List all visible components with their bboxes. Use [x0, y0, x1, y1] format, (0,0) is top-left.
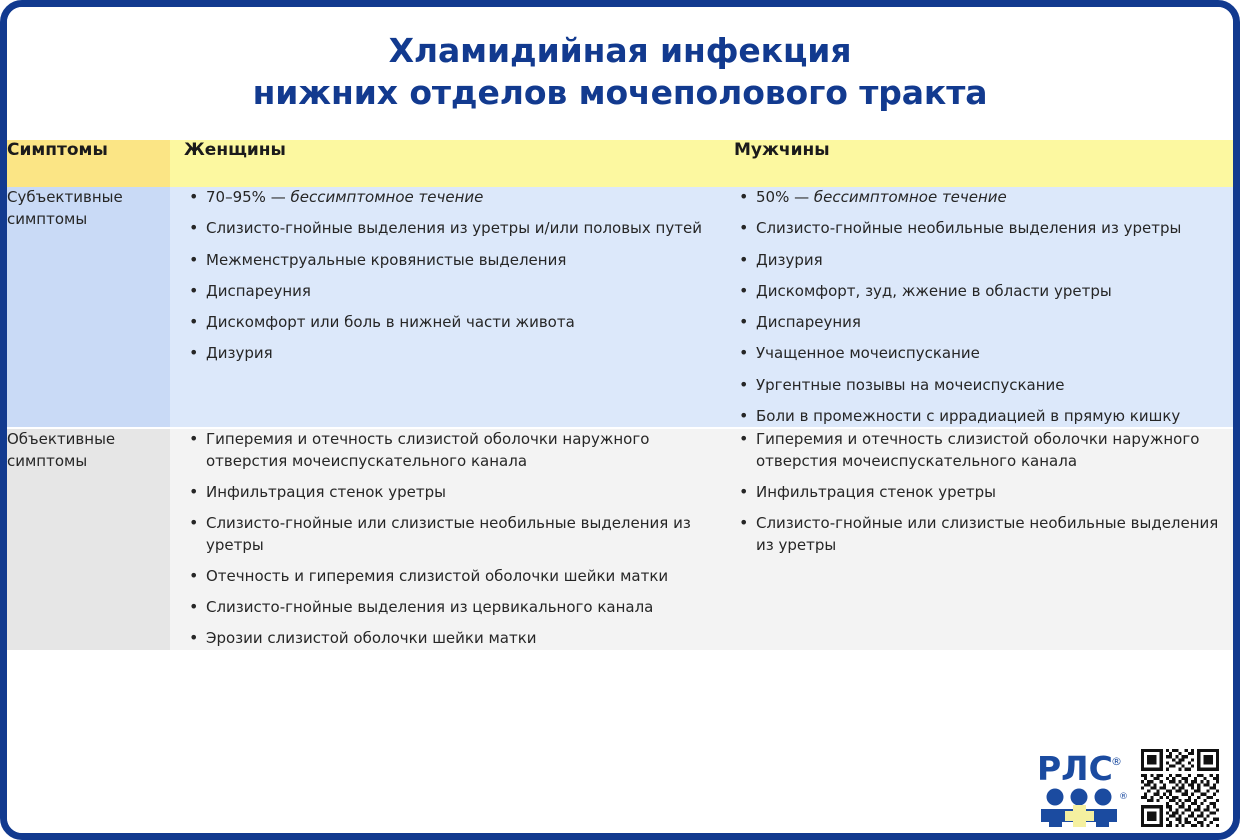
symptom-text: Учащенное мочеиспускание: [756, 344, 980, 363]
symptom-list-women-objective: [170, 429, 712, 649]
row-label-objective: Объективные симптомы: [7, 428, 170, 649]
symptom-item: [206, 312, 712, 333]
symptom-text: Инфильтрация стенок уретры: [756, 482, 996, 501]
symptom-item: [206, 187, 712, 208]
row-label-subjective: Субъективные симптомы: [7, 187, 170, 428]
figure-body-left: [1049, 809, 1062, 827]
symptom-item: [206, 250, 712, 271]
symptom-text: Боли в промежности с иррадиацией в прямую кишку: [756, 407, 1181, 426]
symptom-item: [206, 597, 712, 618]
figure-head-right: [1095, 789, 1112, 806]
symptom-list-men-subjective: [712, 187, 1233, 427]
cell-men-objective: [712, 428, 1233, 649]
title-line-2: нижних отделов мочеполового тракта: [252, 72, 988, 112]
symptom-item: [206, 218, 712, 239]
table-row-objective: [7, 428, 1233, 649]
symptom-text: Слизисто-гнойные или слизистые необильные выделения из уретры: [756, 514, 1219, 554]
symptoms-table: [7, 140, 1233, 650]
symptom-item: [756, 429, 1233, 472]
symptom-item: [206, 281, 712, 302]
symptom-text: 70–95% —: [206, 188, 291, 206]
title-line-1: Хламидийная инфекция: [388, 30, 852, 70]
symptom-item: [756, 218, 1233, 239]
branding-block: [1035, 747, 1219, 827]
symptom-text: Диспареуния: [756, 313, 861, 332]
symptom-item: [756, 343, 1233, 364]
symptom-text: Слизисто-гнойные выделения из цервикального канала: [206, 598, 654, 617]
symptom-text: Инфильтрация стенок уретры: [206, 482, 446, 501]
symptom-text: Дискомфорт, зуд, жжение в области уретры: [756, 281, 1112, 300]
rls-logo-text: РЛС: [1037, 749, 1113, 788]
symptom-text: Гиперемия и отечность слизистой оболочки наружного отверстия мочеиспускательного канала: [206, 430, 650, 470]
qr-code[interactable]: [1141, 749, 1219, 827]
symptom-text: Слизисто-гнойные необильные выделения из уретры: [756, 219, 1182, 238]
symptom-item: [756, 250, 1233, 271]
symptom-item: [756, 312, 1233, 333]
registered-mark-top: ®: [1111, 755, 1122, 768]
symptom-text: Ургентные позывы на мочеиспускание: [756, 375, 1065, 394]
cell-women-subjective: [170, 187, 712, 428]
symptom-text: Дискомфорт или боль в нижней части живота: [206, 313, 575, 332]
registered-mark-bottom: ®: [1119, 792, 1128, 802]
table-header: [7, 140, 1233, 187]
symptom-item: [756, 375, 1233, 396]
symptom-emphasis: бессимптомное течение: [290, 188, 484, 206]
symptom-list-men-objective: [712, 429, 1233, 555]
symptom-text: Дизурия: [206, 344, 273, 363]
figure-body-right: [1096, 809, 1109, 827]
figure-head-center: [1071, 789, 1088, 806]
footer: [7, 741, 1233, 833]
figure-head-left: [1047, 789, 1064, 806]
symptom-item: [206, 429, 712, 472]
symptom-text: Отечность и гиперемия слизистой оболочки шейки матки: [206, 566, 669, 585]
symptom-item: [206, 343, 712, 364]
rls-logo: [1035, 747, 1131, 827]
cell-men-subjective: [712, 187, 1233, 428]
page-title: [253, 30, 988, 114]
symptom-list-women-subjective: [170, 187, 712, 365]
symptom-item: [206, 566, 712, 587]
symptom-text: Дизурия: [756, 250, 823, 269]
symptom-text: Эрозии слизистой оболочки шейки матки: [206, 629, 537, 648]
symptom-text: Диспареуния: [206, 281, 311, 300]
column-header-men: Мужчины: [712, 140, 1233, 187]
cross-horizontal: [1065, 811, 1094, 821]
symptom-item: [206, 482, 712, 503]
symptom-text: Межменструальные кровянистые выделения: [206, 250, 567, 269]
table-header-row: [7, 140, 1233, 187]
symptom-item: [206, 628, 712, 649]
symptom-item: [206, 513, 712, 556]
symptom-item: [756, 406, 1233, 427]
symptom-item: [756, 513, 1233, 556]
symptom-emphasis: бессимптомное течение: [813, 188, 1007, 206]
symptom-item: [756, 187, 1233, 208]
cell-women-objective: [170, 428, 712, 649]
symptom-text: Слизисто-гнойные выделения из уретры и/или половых путей: [206, 219, 702, 238]
table-row-subjective: [7, 187, 1233, 428]
symptom-item: [756, 482, 1233, 503]
rls-logo-icon: [1035, 747, 1131, 827]
column-header-women: Женщины: [170, 140, 712, 187]
column-header-symptoms: Симптомы: [7, 140, 170, 187]
symptom-item: [756, 281, 1233, 302]
symptom-text: 50% —: [756, 188, 814, 206]
title-area: [7, 7, 1233, 140]
symptom-text: Гиперемия и отечность слизистой оболочки наружного отверстия мочеиспускательного канала: [756, 430, 1200, 470]
table-body: [7, 187, 1233, 650]
symptom-text: Слизисто-гнойные или слизистые необильные выделения из уретры: [206, 514, 691, 554]
